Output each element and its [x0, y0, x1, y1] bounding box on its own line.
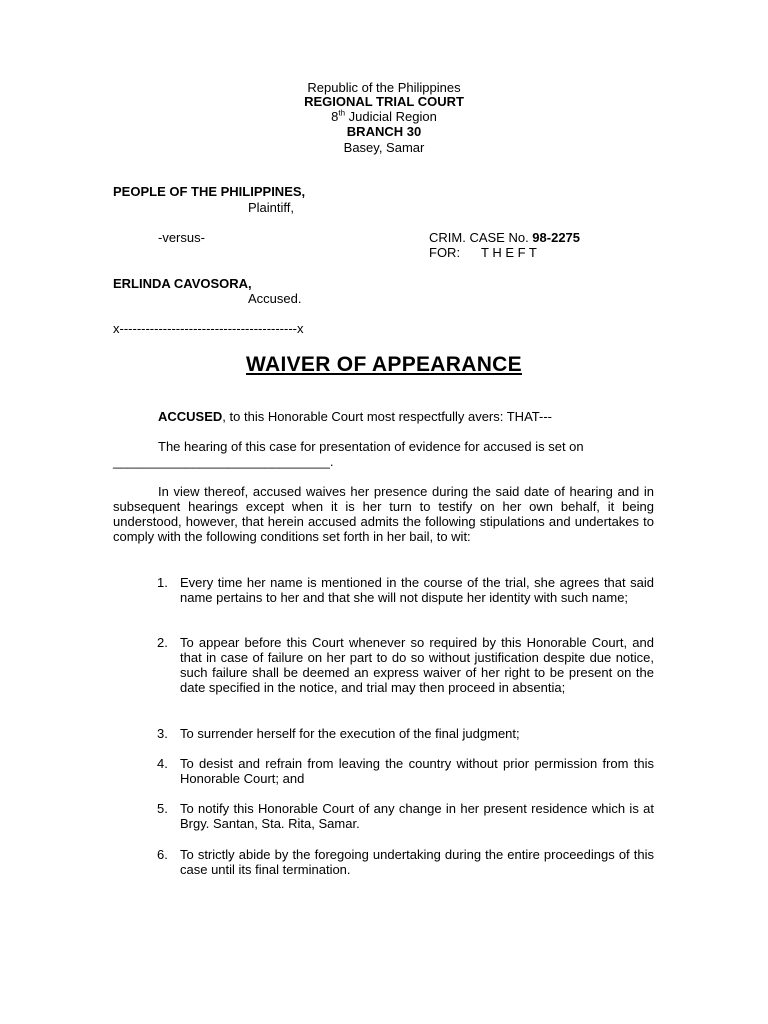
condition-number: 2.	[157, 635, 168, 650]
plaintiff-name: PEOPLE OF THE PHILIPPINES,	[113, 184, 306, 199]
intro-paragraph	[158, 409, 552, 424]
intro-accused: ACCUSED	[158, 409, 223, 424]
hearing-line: The hearing of this case for presentation of evidence for accused is set on	[158, 439, 584, 454]
condition-text: To notify this Honorable Court of any change in her present residence which is at Brgy. Santan, Sta. Rita, Samar.	[180, 801, 654, 831]
region-text: Judicial Region	[345, 109, 437, 124]
accused-role: Accused.	[248, 291, 302, 306]
condition-text: To surrender herself for the execution of the final judgment;	[180, 726, 520, 741]
condition-number: 5.	[157, 801, 168, 816]
waiver-paragraph: In view thereof, accused waives her presence during the said date of hearing and in subsequent hearings except when it is her turn to testify on her own behalf, it being understood, however, that herein accused admits the following stipulations and undertakes to comply with the following conditions set forth in her bail, to wit:	[113, 484, 654, 544]
condition-number: 6.	[157, 847, 168, 862]
condition-number: 1.	[157, 575, 168, 590]
intro-text: , to this Honorable Court most respectfully avers: THAT---	[222, 409, 552, 424]
court-name: REGIONAL TRIAL COURT	[304, 94, 464, 109]
case-number-line	[429, 230, 580, 245]
condition-number: 4.	[157, 756, 168, 771]
case-number: 98-2275	[532, 230, 581, 245]
document-title: WAIVER OF APPEARANCE	[246, 353, 522, 376]
judicial-region	[0, 109, 768, 124]
versus-label: -versus-	[158, 230, 205, 245]
accused-name: ERLINDA CAVOSORA,	[113, 276, 252, 291]
hearing-date-blank: ______________________________.	[113, 454, 334, 469]
region-number: 8	[331, 109, 339, 124]
offense-value: T H E F T	[481, 245, 537, 260]
republic-line: Republic of the Philippines	[307, 80, 461, 95]
condition-text: Every time her name is mentioned in the course of the trial, she agrees that said name pertains to her and that she will not dispute her identity with such name;	[180, 575, 654, 605]
condition-number: 3.	[157, 726, 168, 741]
condition-text: To strictly abide by the foregoing undertaking during the entire proceedings of this case until its final termination.	[180, 847, 654, 877]
case-label: CRIM. CASE No.	[429, 230, 533, 245]
branch-line: BRANCH 30	[346, 124, 422, 139]
region-ordinal: th	[338, 108, 346, 118]
condition-text: To desist and refrain from leaving the country without prior permission from this Honorable Court; and	[180, 756, 654, 786]
condition-text: To appear before this Court whenever so required by this Honorable Court, and that in case of failure on her part to do so without justification despite due notice, such failure shall be deemed an express waiver of her right to be present on the date specified in the notice, and trial may then proceed in absentia;	[180, 635, 654, 695]
for-label: FOR:	[429, 245, 461, 260]
plaintiff-role: Plaintiff,	[248, 200, 295, 215]
location-line: Basey, Samar	[343, 140, 425, 155]
caption-separator: x-----------------------------------------x	[113, 321, 304, 336]
